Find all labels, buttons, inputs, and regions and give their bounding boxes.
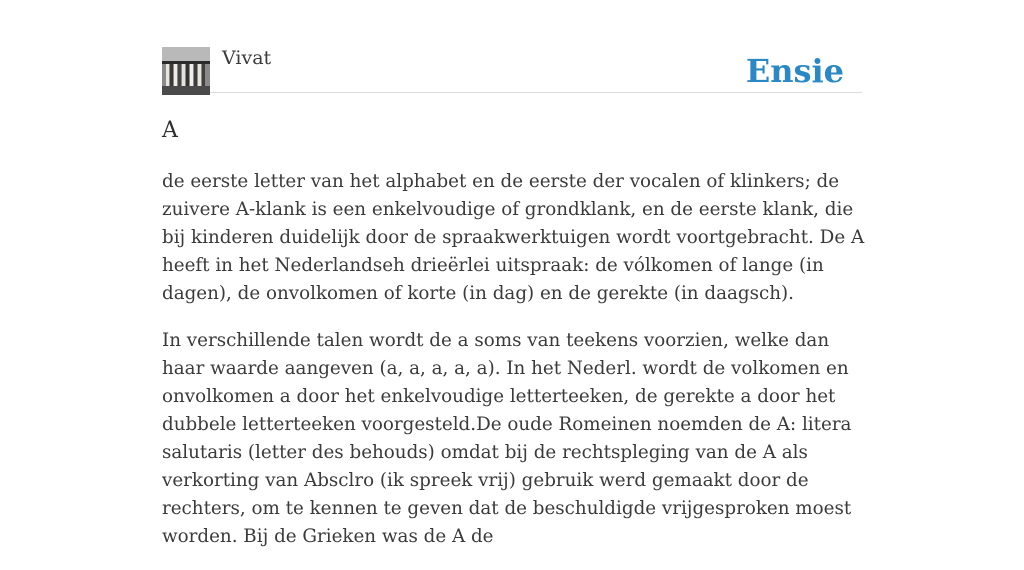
entry-paragraph: de eerste letter van het alphabet en de eerste der vocalen of klinkers; de zuivere A-klank is een enkelvoudige of grondklank, en de eerste klank, die bij kinderen duidelijk door de spraakwerktuigen wordt voortgebracht. De A heeft in het Nederlandseh drieërlei uitspraak: de vólkomen of lange (in dagen), de onvolkomen of korte (in dag) en de gerekte (in daagsch). bbox=[162, 171, 865, 304]
entry-title: A bbox=[162, 118, 178, 143]
entry-paragraph: In verschillende talen wordt de a soms van teekens voorzien, welke dan haar waarde aangeven (a, a, a, a, a). In het Nederl. wordt de volkomen en onvolkomen a door het enkelvoudige letterteeken, de gerekte a door het dubbele letterteeken voorgesteld.De oude Romeinen noemden de A: litera salutaris (letter des behouds) omdat bij de rechtspleging van de A als verkorting van Absclro (ik spreek vrij) gebruik werd gemaakt door de rechters, om te kennen te geven dat de beschuldigde vrijgesproken moest worden. Bij de Grieken was de A de bbox=[162, 330, 852, 547]
author-avatar[interactable] bbox=[162, 47, 210, 95]
bookshelf-image-icon bbox=[162, 47, 210, 95]
page-header bbox=[162, 46, 862, 93]
entry-body bbox=[162, 168, 870, 570]
author-name[interactable]: Vivat bbox=[222, 47, 272, 69]
site-logo[interactable]: Ensie bbox=[745, 52, 844, 90]
